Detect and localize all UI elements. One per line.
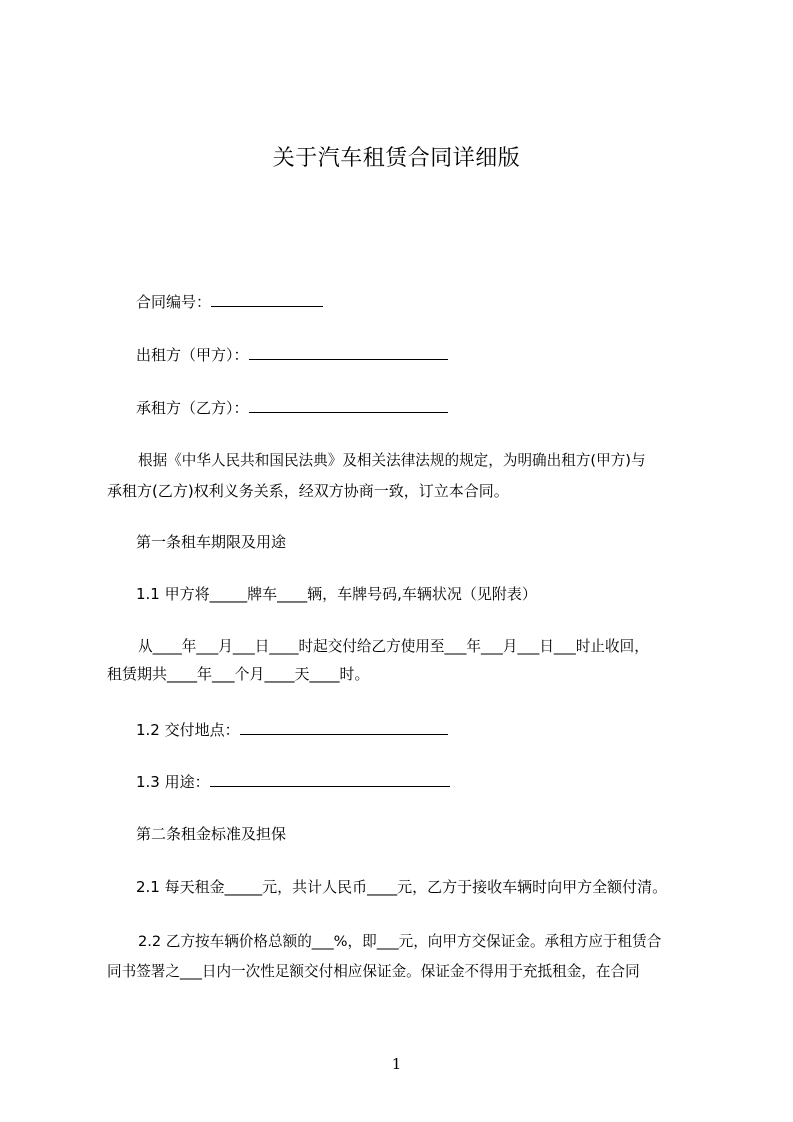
article-2-heading: 第二条租金标准及担保 (136, 825, 287, 843)
rental-period-line-1: 从____年___月___日____时起交付给乙方使用至___年___月___日___时止收回， (138, 638, 649, 655)
contract-number-label: 合同编号： (136, 293, 212, 311)
lessee-line (136, 398, 448, 418)
page-number: 1 (391, 1055, 402, 1073)
lessor-blank (249, 345, 448, 360)
contract-number-blank (211, 292, 323, 307)
lessor-label: 出租方（甲方）： (136, 346, 249, 364)
lessor-line (136, 345, 448, 365)
clause-2-2-line-1: 2.2 乙方按车辆价格总额的___%，即___元，向甲方交保证金。承租方应于租赁合 (138, 933, 662, 950)
clause-1-2 (136, 720, 448, 740)
rental-period-line-2: 租赁期共____年___个月____天____时。 (107, 665, 370, 683)
preamble-line-1: 根据《中华人民共和国民法典》及相关法律法规的规定，为明确出租方(甲方)与 (138, 452, 646, 469)
preamble-line-2: 承租方(乙方)权利义务关系，经双方协商一致，订立本合同。 (107, 482, 509, 500)
clause-2-1: 2.1 每天租金_____元，共计人民币____元，乙方于接收车辆时向甲方全额付清。 (136, 878, 668, 896)
clause-1-1: 1.1 甲方将_____牌车____辆，车牌号码,车辆状况（见附表） (136, 585, 537, 603)
article-1-heading: 第一条租车期限及用途 (136, 533, 287, 551)
lessee-label: 承租方（乙方）： (136, 399, 249, 417)
document-title: 关于汽车租赁合同详细版 (272, 146, 521, 171)
clause-2-2-line-2: 同书签署之___日内一次性足额交付相应保证金。保证金不得用于充抵租金，在合同 (107, 963, 640, 980)
lessee-blank (249, 398, 448, 413)
purpose-blank (210, 772, 450, 787)
delivery-location-label: 1.2 交付地点： (136, 721, 240, 739)
clause-1-3 (136, 772, 450, 792)
contract-number-line (136, 292, 323, 312)
delivery-location-blank (240, 720, 448, 735)
purpose-label: 1.3 用途： (136, 773, 210, 791)
